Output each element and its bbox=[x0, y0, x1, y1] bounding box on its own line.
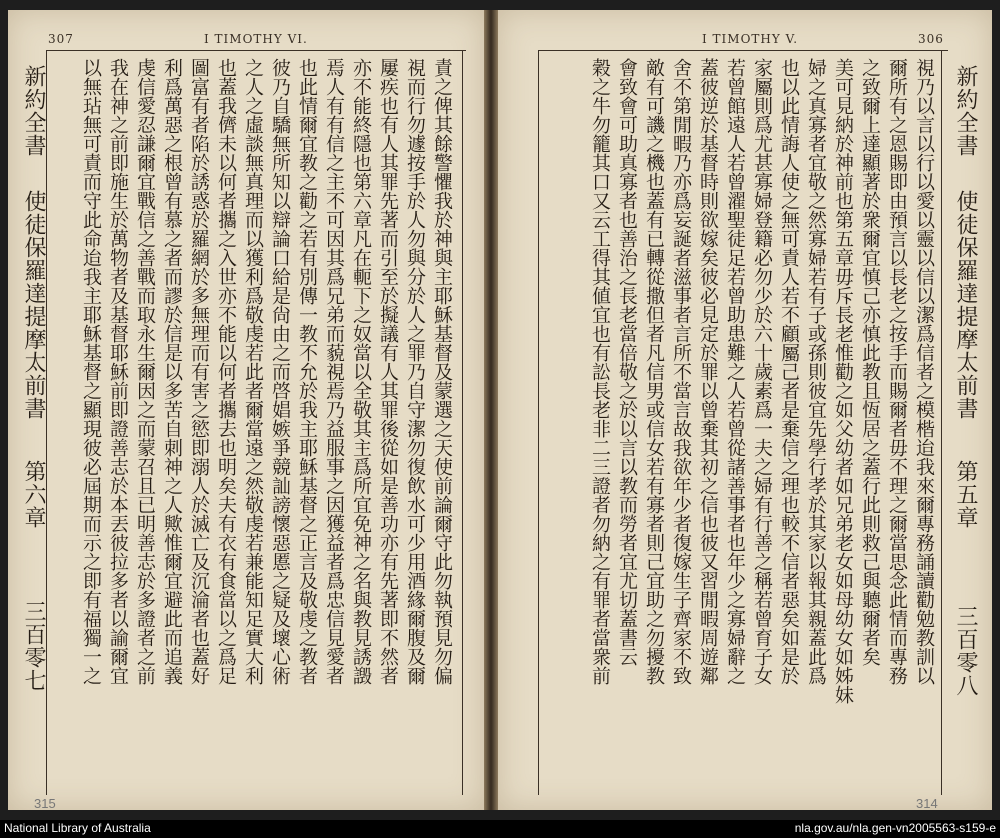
left-column-6: 也此情爾宜教之勸之若有別傳一教不允於我主耶穌基督之正言及敬虔之教者 bbox=[296, 58, 318, 685]
right-chapter: 第五章 bbox=[953, 460, 978, 529]
right-book-title: 新約全書 bbox=[953, 65, 978, 157]
right-page bbox=[498, 10, 992, 810]
left-column-7: 彼乃自驕無所知以辯論口給是尙由之而啓娼嫉爭競訕謗懷惡慝之疑及壞心術 bbox=[269, 58, 291, 685]
right-column-3: 之致爾上達顯著於衆爾宜慎己亦慎此教且恆居之蓋行此則救己與聽爾者矣 bbox=[859, 58, 881, 666]
right-column-6: 也以此情誨人使之無可責人若不顧屬己者是棄信之理也較不信者惡矣如是於 bbox=[778, 58, 800, 685]
right-column-7: 家屬則爲尤甚寡婦登籍必勿少於六十歲素爲一夫之婦有行善之稱若曾育子女 bbox=[751, 58, 773, 685]
left-page-number: 307 bbox=[48, 32, 74, 46]
left-column-3: 屢疾也有人其罪先著而引至於擬議有人其罪後從如是善功亦有先著即不然者 bbox=[377, 58, 399, 685]
left-column-4: 亦不能終隱也第六章凡在軛下之奴當以全敬其主爲所宜免神之名與教見誘譭 bbox=[350, 58, 372, 685]
left-column-13: 我在神之前即施生於萬物者及基督耶穌前即證善志於本丟彼拉多者以諭爾宜 bbox=[107, 58, 129, 685]
right-column-12: 會致會可助真寡者也善治之長老當倍敬之於以言以教而勞者宜尤切蓋書云 bbox=[616, 58, 638, 666]
right-column-2: 爾所有之恩賜即由預言以長老之按手而賜爾者毋不理之爾當思念此情而專務 bbox=[886, 58, 908, 685]
left-column-11: 利爲萬惡之根曾有慕之者而謬於信是以多苦自刺神之人歟惟爾宜避此而追義 bbox=[161, 58, 183, 685]
right-column-13: 穀之牛勿籠其口又云工得其値宜也有訟長老非二三證者勿納之有罪者當衆前 bbox=[589, 58, 611, 685]
left-column-10: 圖富有者陷於誘惑於羅網於多無理而有害之慾即溺人於滅亡及沉淪者也蓋好 bbox=[188, 58, 210, 685]
right-column-8: 若曾館遠人若曾濯聖徒足若曾助患難之人若曾從諸善事者也年少之寡婦辭之 bbox=[724, 58, 746, 685]
left-margin-book-name: 使徒保羅達提摩太前書 bbox=[21, 190, 46, 420]
right-column-9: 蓋彼逆於基督時則欲嫁矣彼必見定於罪以曾棄其初之信也彼又習閒暇周遊鄰 bbox=[697, 58, 719, 685]
left-column-2: 視而行勿遽按手於人勿與分於人之罪乃自守潔勿復飲水可少用酒緣爾腹及爾 bbox=[404, 58, 426, 685]
right-pencil-mark: 314 bbox=[916, 796, 938, 811]
right-column-10: 舍不第閒暇乃亦爲妄誕者滋事者言所不當言故我欲年少者復嫁生子齊家不致 bbox=[670, 58, 692, 685]
right-column-4: 美可見納於神前也第五章毋斥長老惟勸之如父幼者如兄弟老女如母幼女如姊妹 bbox=[832, 58, 854, 704]
book-gutter bbox=[484, 10, 498, 810]
left-pencil-mark: 315 bbox=[34, 796, 56, 811]
right-column-1: 視乃以言以行以愛以靈以信以潔爲信者之模楷迨我來爾專務誦讀勸勉教訓以 bbox=[913, 58, 935, 685]
left-column-12: 虔信愛忍謙爾宜戰信之善戰而取永生爾因之而蒙召且已明善志於多證者之前 bbox=[134, 58, 156, 685]
right-column-5: 婦之真寡者宜敬之然寡婦若有子或孫則彼宜先學行孝於其家以報其親蓋此爲 bbox=[805, 58, 827, 685]
right-folio: 三百零八 bbox=[953, 605, 978, 697]
right-page-number: 306 bbox=[918, 32, 944, 46]
left-margin-folio: 三百零七 bbox=[21, 600, 46, 692]
left-running-head: I TIMOTHY VI. bbox=[204, 32, 308, 46]
left-margin-book-title: 新約全書 bbox=[21, 65, 46, 157]
left-column-5: 焉人有有信之主不可因其爲兄弟而藐視焉乃益服事之因獲益者爲忠信見愛者 bbox=[323, 58, 345, 685]
left-column-14: 以無玷無可責而守此命迨我主耶穌基督之顯現彼必屆期而示之即有福獨一之 bbox=[80, 58, 102, 685]
right-running-head: I TIMOTHY V. bbox=[702, 32, 799, 46]
left-page bbox=[8, 10, 484, 810]
right-column-11: 敵有可譏之機也蓋有已轉從撒但者凡信男或信女若有寡者則己宜助之勿擾教 bbox=[643, 58, 665, 685]
left-column-9: 也蓋我儕未以何者攜之入世亦不能以何者攜去也明矣夫有衣有食當以之爲足 bbox=[215, 58, 237, 685]
footer-bar bbox=[0, 820, 1000, 838]
left-margin-chapter: 第六章 bbox=[21, 460, 46, 529]
left-column-1: 責之俾其餘警懼我於神與主耶穌基督及蒙選之天使前論爾守此勿執預見勿偏 bbox=[431, 58, 453, 685]
left-column-8: 之人之虛談無真理而以獲利爲敬虔若此者爾當遠之然敬虔若兼能知足實大利 bbox=[242, 58, 264, 685]
footer-id: nla.gov.au/nla.gen-vn2005563-s159-e bbox=[794, 821, 996, 835]
footer-source: National Library of Australia bbox=[4, 821, 151, 835]
right-book-name: 使徒保羅達提摩太前書 bbox=[953, 190, 978, 420]
